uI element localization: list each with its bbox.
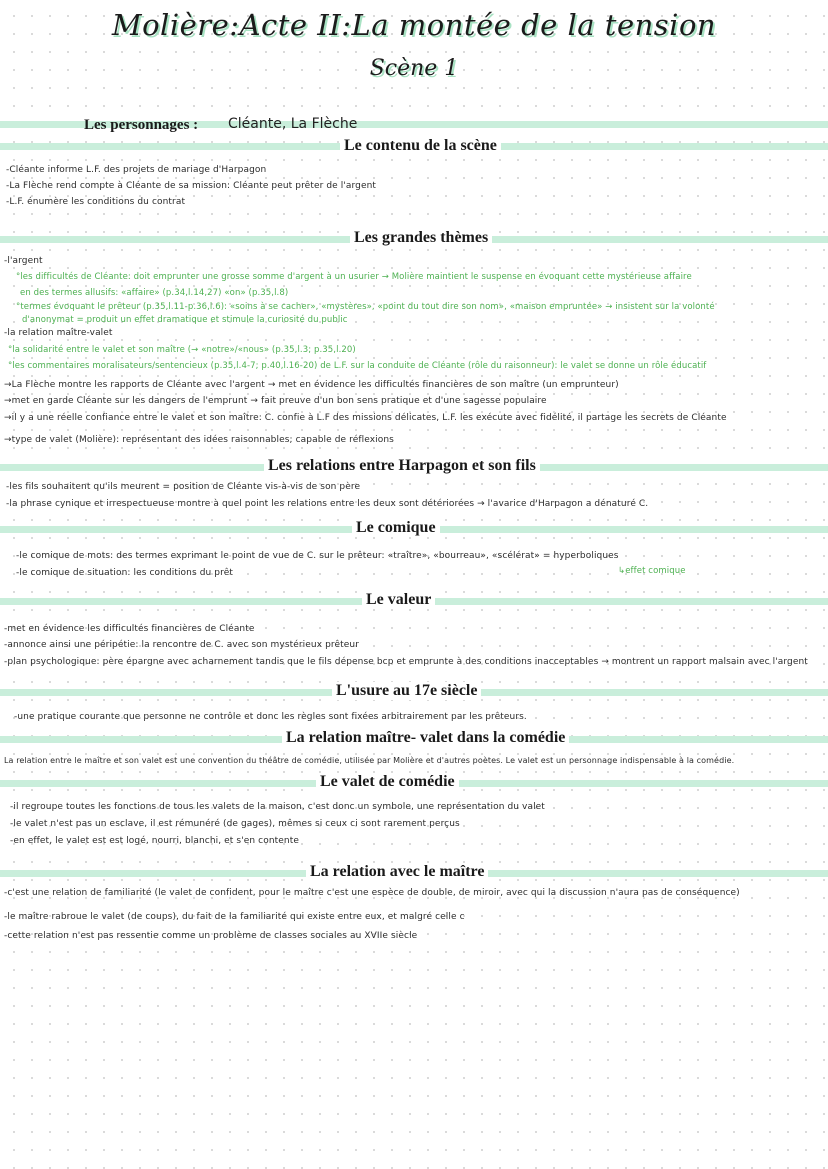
list-item: -cette relation n'est pas ressentie comme un problème de classes sociales au XVIIe siècle [4, 931, 418, 941]
list-item: -il regroupe toutes les fonctions de tous les valets de la maison, c'est donc un symbole, une représentation du valet [10, 802, 545, 812]
section-heading-valeur: Le valeur [362, 591, 435, 609]
list-item: -le maître rabroue le valet (de coups), du fait de la familiarité qui existe entre eux, et malgré celle c [4, 912, 465, 922]
list-item: °les commentaires moralisateurs/sentencieux (p.35,l.4-7; p.40,l.16-20) de L.F. sur la conduite de Cléante (rôle du raisonneur): le valet se donne un rôle éducatif [8, 361, 707, 371]
list-item: →met en garde Cléante sur les dangers de l'emprunt → fait preuve d'un bon sens pratique et d'une sagesse populaire [4, 396, 547, 406]
list-item: -plan psychologique: père épargne avec acharnement tandis que le fils dépense bcp et emprunte à des conditions inacceptables → montrent un rapport malsain avec l'argent [4, 657, 808, 667]
list-item: →type de valet (Molière): représentant des idées raisonnables; capable de réflexions [4, 435, 394, 445]
list-item: °les difficultés de Cléante: doit emprunter une grosse somme d'argent à un usurier → Molière maintient le suspense en évoquant cette mystérieuse affaire [16, 272, 692, 282]
list-item: -L.F. énumère les conditions du contrat [6, 197, 186, 207]
list-item: -Cléante informe L.F. des projets de mariage d'Harpagon [6, 165, 267, 175]
list-item: -en effet, le valet est est logé, nourri, blanchi, et s'en contente [10, 836, 299, 846]
section-heading-harpagon: Les relations entre Harpagon et son fils [264, 457, 540, 475]
page-subtitle: Scène 1 [369, 56, 459, 81]
list-item: °la solidarité entre le valet et son maître (→ «notre»/«nous» (p.35,l.3; p.35,l.20) [8, 345, 356, 355]
list-item: →La Flèche montre les rapports de Cléante avec l'argent → met en évidence les difficultés financières de son maître (un emprunteur) [4, 380, 619, 390]
list-item: La relation entre le maître et son valet est une convention du théâtre de comédie, utilisée par Molière et d'autres poètes. Le valet est un personnage indispensable à la comédie. [4, 756, 735, 765]
page-title: Molière:Acte II:La montée de la tension [111, 8, 717, 42]
section-heading-valet: Le valet de comédie [316, 773, 459, 791]
list-item: -la relation maître-valet [4, 328, 113, 338]
personnages-label: Les personnages : [84, 117, 199, 133]
list-item: -le comique de situation: les conditions du prêt [16, 568, 233, 578]
section-heading-usure: L'usure au 17e siècle [332, 682, 481, 700]
section-heading-contenu: Le contenu de la scène [340, 137, 501, 155]
list-item: -La Flèche rend compte à Cléante de sa mission: Cléante peut prêter de l'argent [6, 181, 377, 191]
section-heading-maitre: La relation avec le maître [306, 863, 488, 881]
list-item: -c'est une relation de familiarité (le valet de confident, pour le maître c'est une espèce de double, de miroir, avec qui la discussion n'aura pas de conséquence) [4, 888, 740, 898]
personnages-value: Cléante, La Flèche [228, 116, 358, 132]
list-item: -les fils souhaitent qu'ils meurent = position de Cléante vis-à-vis de son père [6, 482, 361, 492]
list-item: -la phrase cynique et irrespectueuse montre à quel point les relations entre les deux sont détériorées → l'avarice d'Harpagon a dénaturé C. [6, 499, 649, 509]
list-item: °termes évoquant le prêteur (p.35,l.11-p.36,l.6): «soins à se cacher», «mystères», «point du tout dire son nom», «maison empruntée» → insistent sur la volonté [16, 302, 715, 312]
list-item: -le valet n'est pas un esclave, il est rémunéré (de gages), mêmes si ceux ci sont rarement perçus [10, 819, 460, 829]
list-item: →il y a une réelle confiance entre le valet et son maître: C. confie à L.F des missions délicates, L.F. les exécute avec fidélité, il partage les secrets de Cléante [4, 413, 727, 423]
list-item: d'anonymat = produit un effet dramatique et stimule la curiosité du public [22, 315, 348, 325]
list-item: en des termes allusifs: «affaire» (p.34,l.14,27) «on» (p.35,l.8) [20, 288, 289, 298]
list-item: -annonce ainsi une péripétie: la rencontre de C. avec son mystérieux prêteur [4, 640, 360, 650]
list-item: -le comique de mots: des termes exprimant le point de vue de C. sur le prêteur: «traître», «bourreau», «scélérat» = hyperboliques [16, 551, 619, 561]
list-item: ↳effet comique [618, 566, 686, 576]
section-heading-themes: Les grandes thèmes [350, 229, 492, 247]
list-item: -met en évidence les difficultés financières de Cléante [4, 624, 255, 634]
section-heading-comedie: La relation maître- valet dans la comédie [282, 729, 569, 747]
list-item: -l'argent [4, 256, 43, 266]
list-item: -une pratique courante que personne ne contrôle et donc les règles sont fixées arbitrairement par les prêteurs. [14, 712, 527, 722]
section-heading-comique: Le comique [352, 519, 440, 537]
